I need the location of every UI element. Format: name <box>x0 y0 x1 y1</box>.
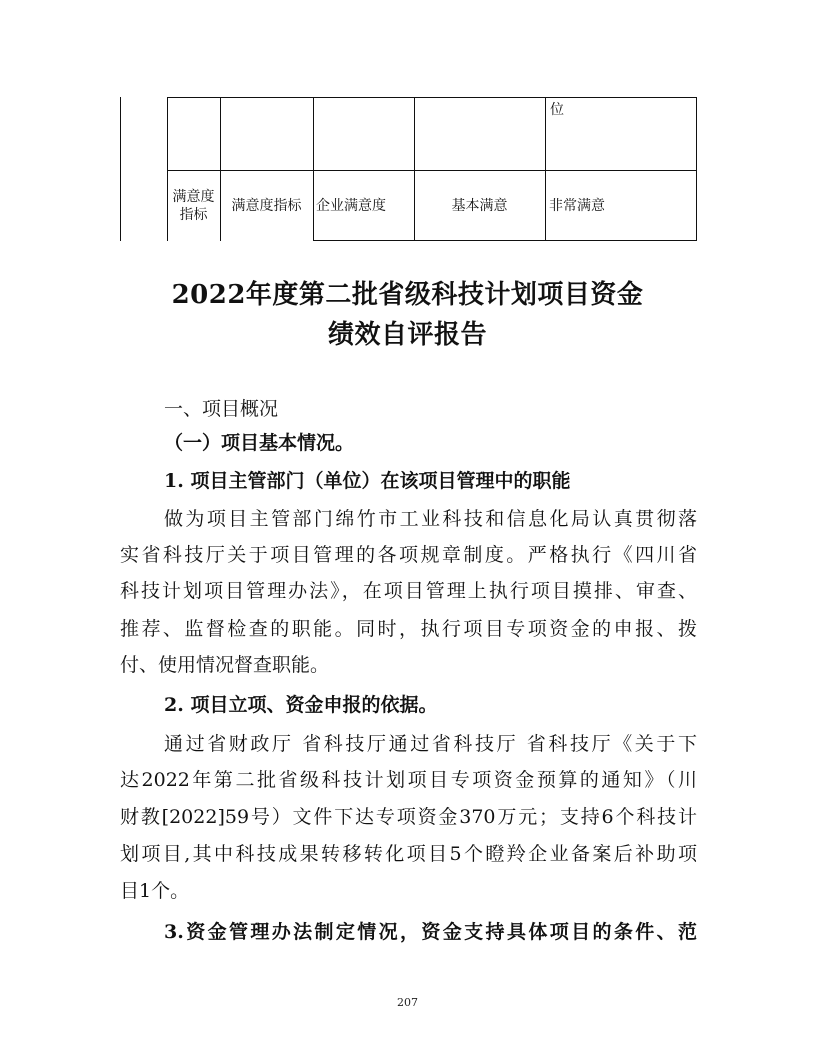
table-cell: 满意度指标 <box>231 197 302 214</box>
table-cell: 非常满意 <box>549 197 605 214</box>
report-title-line2: 绩效自评报告 <box>327 320 487 350</box>
paragraph-line: 实省科技厅关于项目管理的各项规章制度。严格执行《四川省 <box>120 544 697 566</box>
table-cell: 满意度 指标 <box>172 188 215 223</box>
table-bottom-border <box>313 240 697 241</box>
subsection-heading: （一）项目基本情况。 <box>164 432 355 454</box>
paragraph-line: 划项目,其中科技成果转移转化项目5个瞪羚企业备案后补助项 <box>120 843 697 865</box>
table-cell: 基本满意 <box>451 197 508 214</box>
paragraph-line: 达2022年第二批省级科技计划项目专项资金预算的通知》（川 <box>120 769 697 791</box>
paragraph-line: 财教[2022]59号）文件下达专项资金370万元；支持6个科技计 <box>120 806 697 828</box>
table-cell: 位 <box>550 102 564 118</box>
table-cell: 企业满意度 <box>316 197 386 214</box>
page-number: 207 <box>397 996 418 1009</box>
paragraph-line: 通过省财政厅 省科技厅通过省科技厅 省科技厅《关于下 <box>164 733 697 755</box>
item-heading: 2. 项目立项、资金申报的依据。 <box>164 694 438 716</box>
paragraph-line: 做为项目主管部门绵竹市工业科技和信息化局认真贯彻落 <box>164 508 697 530</box>
table-border-right <box>696 97 697 241</box>
paragraph-line: 推荐、监督检查的职能。同时，执行项目专项资金的申报、拨 <box>120 618 697 640</box>
paragraph-line: 付、使用情况督查职能。 <box>120 654 330 676</box>
paragraph-line: 目1个。 <box>120 880 190 902</box>
table-top-border <box>167 97 697 98</box>
table-divider <box>313 97 314 241</box>
table-border-left <box>120 97 121 241</box>
table-divider <box>545 97 546 241</box>
paragraph-line: 科技计划项目管理办法》，在项目管理上执行项目摸排、审查、 <box>120 580 697 602</box>
report-title-line1: 2022年度第二批省级科技计划项目资金 <box>171 280 644 310</box>
section-heading: 一、项目概况 <box>164 398 279 420</box>
item-heading: 3.资金管理办法制定情况，资金支持具体项目的条件、范 <box>164 921 697 943</box>
item-heading: 1. 项目主管部门（单位）在该项目管理中的职能 <box>164 470 571 492</box>
indicator-table-fragment <box>120 97 697 241</box>
